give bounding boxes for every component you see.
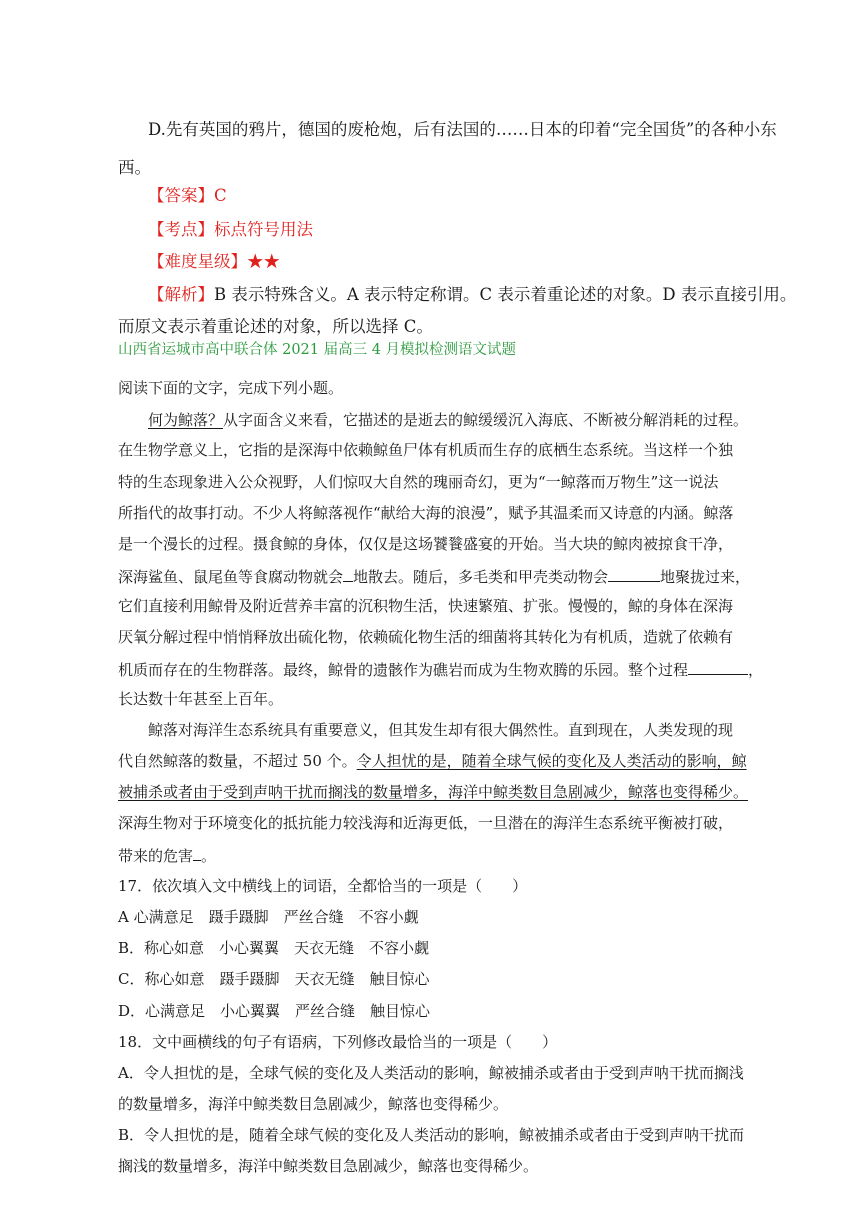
passage2-line1: 鲸落对海洋生态系统具有重要意义，但其发生却有很大偶然性。直到现在，人类发现的现 [148,721,734,739]
kaodian-value: 标点符号用法 [214,220,313,239]
fill-blank-3 [688,658,748,675]
q17-stem: 17．依次填入文中横线上的词语，全都恰当的一项是（ ） [118,877,528,895]
analysis-line2: 而原文表示着重论述的对象，所以选择 C。 [118,317,433,336]
passage2-line2 [118,751,747,771]
passage1-line6-c: 地聚拢过来， [660,568,751,586]
passage1-question-underlined: 何为鲸落？ [148,411,224,429]
passage2-line4: 深海生物对于环境变化的抵抗能力较浅海和近海更低，一旦潜在的海洋生态系统平衡被打破， [118,814,734,832]
passage1-line4: 所指代的故事打动。不少人将鲸落视作“献给大海的浪漫”，赋予其温柔而又诗意的内涵。鲸落 [118,504,734,522]
fill-blank-4 [193,844,201,861]
answer-row [148,186,227,206]
passage1-line10: 长达数十年甚至上百年。 [118,690,284,708]
passage2-line5 [118,844,216,866]
option-d-line2: 西。 [118,158,151,177]
difficulty-label: 【难度星级】 [148,252,247,271]
reading-instruction: 阅读下面的文字，完成下列小题。 [118,379,344,397]
passage2-line5-b: 。 [201,847,217,865]
source-title: 山西省运城市高中联合体 2021 届高三 4 月模拟检测语文试题 [118,342,517,358]
difficulty-stars: ★★ [247,252,280,271]
q18-option-a-line2: 的数量增多，海洋中鲸类数目急剧减少，鲸落也变得稀少。 [118,1095,509,1113]
passage2-line5-a: 带来的危害 [118,847,194,865]
fill-blank-2 [608,565,660,582]
kaodian-row [148,220,313,240]
underlined-sentence-part1: 令人担忧的是，随着全球气候的变化及人类活动的影响，鲸 [356,752,747,770]
q17-option-a: A 心满意足 蹑手蹑脚 严丝合缝 不容小觑 [118,908,419,926]
passage1-line1 [148,410,748,430]
difficulty-row [148,252,280,272]
q17-option-d: D．心满意足 小心翼翼 严丝合缝 触目惊心 [118,1002,431,1020]
fill-blank-1 [343,565,353,582]
passage2-line2-a: 代自然鲸落的数量，不超过 50 个。 [118,752,357,770]
passage1-line5: 是一个漫长的过程。摄食鲸的身体，仅仅是这场饕餮盛宴的开始。当大块的鲸肉被掠食干净， [118,535,734,553]
passage1-line7: 它们直接利用鲸骨及附近营养丰富的沉积物生活，快速繁殖、扩张。慢慢的，鲸的身体在深海 [118,597,734,615]
underlined-sentence-part2: 被捕杀或者由于受到声呐干扰而搁浅的数量增多，海洋中鲸类数目急剧减少，鲸落也变得稀少。 [118,783,749,801]
option-d-line1: D.先有英国的鸦片，德国的废枪炮，后有法国的……日本的印着“完全国货”的各种小东 [148,120,777,139]
passage1-line9-a: 机质而存在的生物群落。最终，鲸骨的遗骸作为礁岩而成为生物欢腾的乐园。整个过程 [118,661,689,679]
passage1-line6 [118,565,750,587]
analysis-row [148,285,796,305]
q18-option-b-line2: 搁浅的数量增多，海洋中鲸类数目急剧减少，鲸落也变得稀少。 [118,1157,539,1175]
passage1-line6-a: 深海鲨鱼、鼠尾鱼等食腐动物就会 [118,568,344,586]
passage1-line8: 厌氧分解过程中悄悄释放出硫化物，依赖硫化物生活的细菌将其转化为有机质，造就了依赖有 [118,628,734,646]
analysis-line1: B 表示特殊含义。A 表示特定称谓。C 表示着重论述的对象。D 表示直接引用。 [214,285,797,304]
passage1-line3: 特的生态现象进入公众视野，人们惊叹大自然的瑰丽奇幻，更为“一鲸落而万物生”这一说法 [118,473,719,491]
passage1-line1-text: 从字面含义来看，它描述的是逝去的鲸缓缓沉入海底、不断被分解消耗的过程。 [223,411,749,429]
q18-stem: 18．文中画横线的句子有语病，下列修改最恰当的一项是（ ） [118,1033,558,1051]
analysis-label: 【解析】 [148,285,214,304]
q17-option-c: C．称心如意 蹑手蹑脚 天衣无缝 触目惊心 [118,970,430,988]
passage1-line9 [118,658,763,680]
kaodian-label: 【考点】 [148,220,214,239]
q18-option-a-line1: A．令人担忧的是，全球气候的变化及人类活动的影响，鲸被捕杀或者由于受到声呐干扰而搁浅 [118,1064,744,1082]
answer-value: C [214,186,227,205]
passage1-line2: 在生物学意义上，它指的是深海中依赖鲸鱼尸体有机质而生存的底栖生态系统。当这样一个独 [118,441,734,459]
answer-label: 【答案】 [148,186,214,205]
q18-option-b-line1: B．令人担忧的是，随着全球气候的变化及人类活动的影响，鲸被捕杀或者由于受到声呐干扰而 [118,1126,745,1144]
passage1-line9-b: ， [748,661,764,679]
passage1-line6-b: 地散去。随后，多毛类和甲壳类动物会 [353,568,609,586]
q17-option-b: B．称心如意 小心翼翼 天衣无缝 不容小觑 [118,939,430,957]
